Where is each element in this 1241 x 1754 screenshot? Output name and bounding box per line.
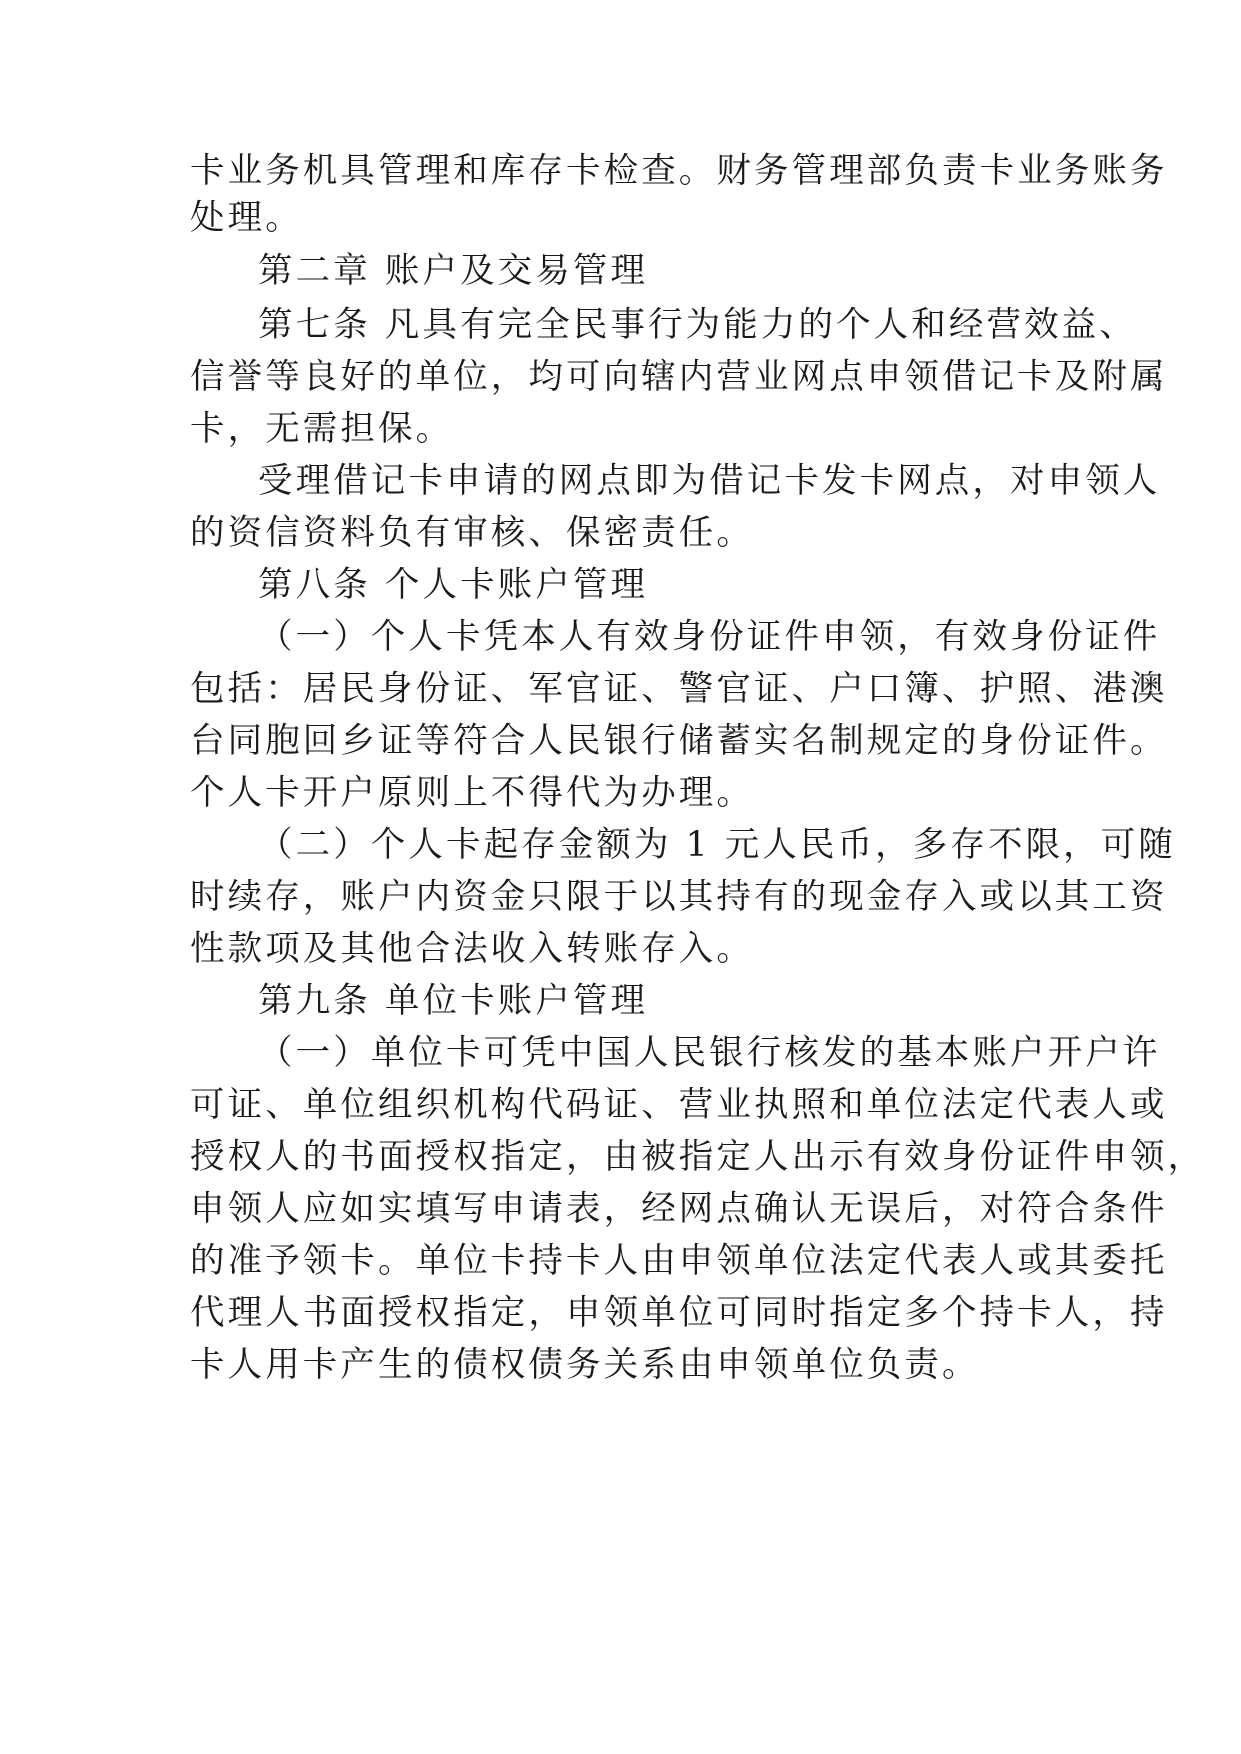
article-heading: 第七条 凡具有完全民事行为能力的个人和经营效益、 — [258, 305, 1137, 345]
text-line: 的资信资料负有审核、保密责任。 — [190, 513, 754, 553]
text-line: 台同胞回乡证等符合人民银行储蓄实名制规定的身份证件。 — [190, 721, 1168, 761]
text-line: 授权人的书面授权指定，由被指定人出示有效身份证件申领， — [190, 1137, 1206, 1177]
article-heading: 第九条 单位卡账户管理 — [258, 981, 649, 1021]
text-line: 卡业务机具管理和库存卡检查。财务管理部负责卡业务账务 — [190, 151, 1168, 191]
paragraph-line: 受理借记卡申请的网点即为借记卡发卡网点，对申领人 — [258, 461, 1161, 501]
text-line: 处理。 — [190, 198, 303, 238]
text-line: 申领人应如实填写申请表，经网点确认无误后，对符合条件 — [190, 1189, 1168, 1229]
text-line: 代理人书面授权指定，申领单位可同时指定多个持卡人，持 — [190, 1293, 1168, 1333]
paragraph-line: （二）个人卡起存金额为 1 元人民币，多存不限，可随 — [258, 825, 1176, 865]
text-line: 信誉等良好的单位，均可向辖内营业网点申领借记卡及附属 — [190, 357, 1168, 397]
text-line: 性款项及其他合法收入转账存入。 — [190, 929, 754, 969]
text-line: 的准予领卡。单位卡持卡人由申领单位法定代表人或其委托 — [190, 1241, 1168, 1281]
text-line: 时续存，账户内资金只限于以其持有的现金存入或以其工资 — [190, 877, 1168, 917]
text-line: 可证、单位组织机构代码证、营业执照和单位法定代表人或 — [190, 1085, 1168, 1125]
text-line: 包括：居民身份证、军官证、警官证、户口簿、护照、港澳 — [190, 669, 1168, 709]
text-line: 卡，无需担保。 — [190, 409, 454, 449]
paragraph-line: （一）单位卡可凭中国人民银行核发的基本账户开户许 — [258, 1033, 1161, 1073]
text-line: 个人卡开户原则上不得代为办理。 — [190, 773, 754, 813]
article-heading: 第八条 个人卡账户管理 — [258, 565, 649, 605]
text-line: 卡人用卡产生的债权债务关系由申领单位负责。 — [190, 1345, 980, 1385]
paragraph-line: （一）个人卡凭本人有效身份证件申领，有效身份证件 — [258, 617, 1161, 657]
chapter-heading: 第二章 账户及交易管理 — [258, 251, 649, 291]
